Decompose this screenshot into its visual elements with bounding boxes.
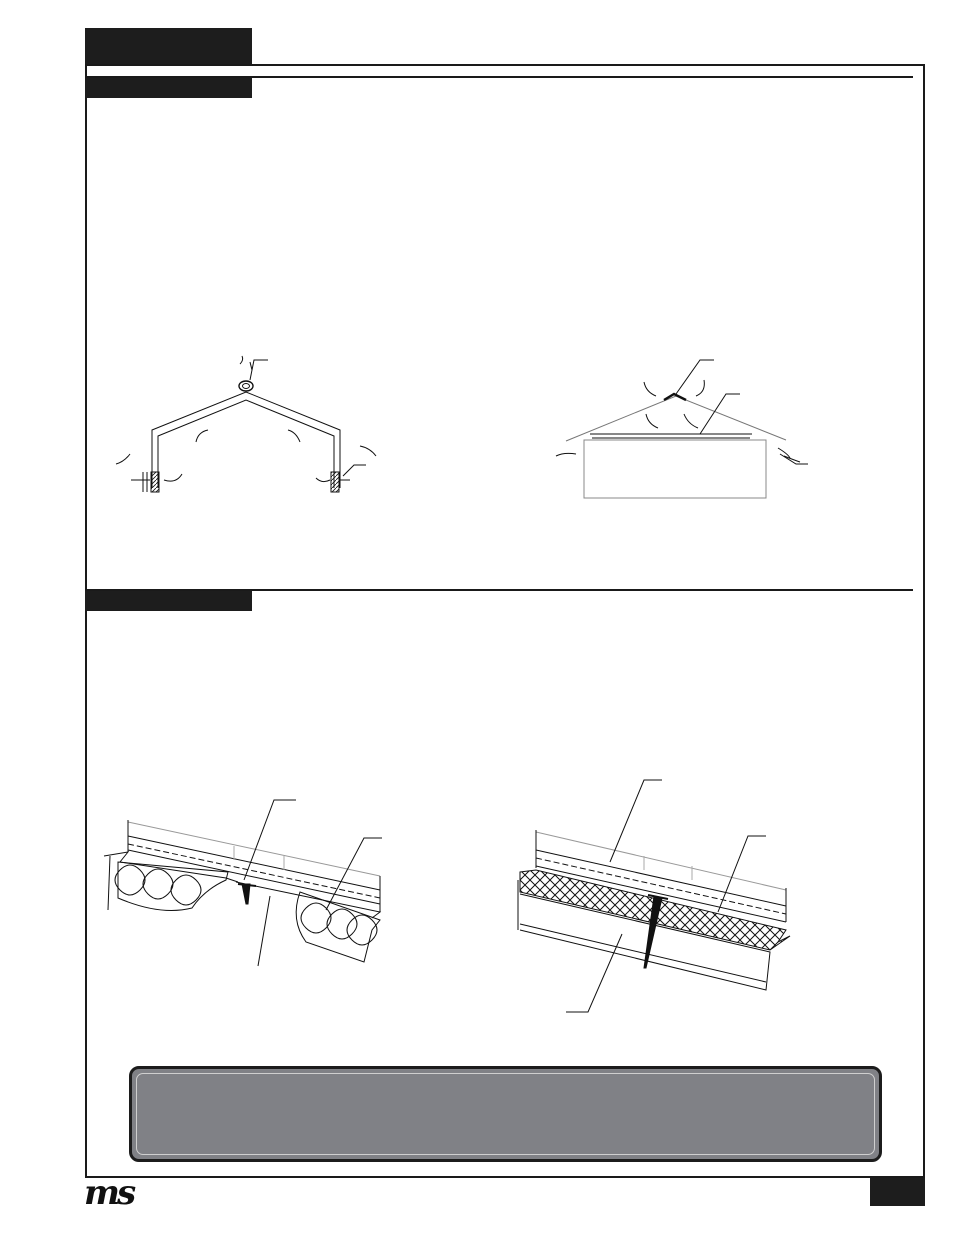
figure-rigid-deck-detail [518, 780, 790, 1012]
figure-insulated-panel-detail [104, 800, 382, 966]
figure-hip-ventilation [556, 360, 808, 498]
brand-logo-text: ms [84, 1173, 134, 1213]
note-box-inner [136, 1073, 875, 1155]
brand-logo [84, 1173, 134, 1213]
fastener-screw-icon [238, 884, 256, 904]
note-box [129, 1066, 882, 1162]
airflow-arrow-icon [116, 356, 376, 482]
airflow-arrow-icon [556, 380, 800, 462]
footer-rule [85, 1176, 925, 1178]
figure-gable-ventilation [116, 356, 376, 492]
page-number-tab [870, 1178, 925, 1206]
ridge-vent-icon [239, 381, 253, 391]
insulation-batt-icon [108, 856, 380, 962]
